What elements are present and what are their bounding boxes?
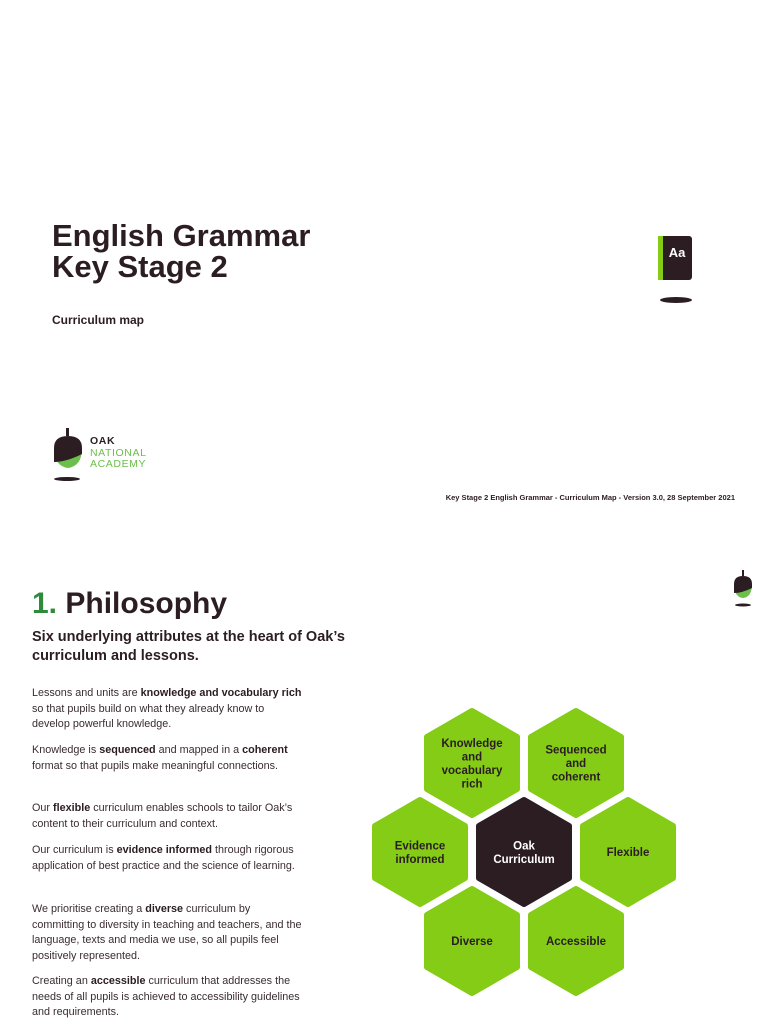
hexagon-label: Oak [513,840,535,853]
paragraph-text: Our [32,802,53,814]
paragraph-text: Knowledge is [32,744,100,756]
emphasis-text: knowledge and vocabulary rich [140,687,302,699]
section-title: Philosophy [65,587,228,620]
philosophy-paragraph [32,843,302,874]
logo-line-3: ACADEMY [90,458,147,470]
hexagon-center [479,800,569,904]
acorn-icon [732,570,754,608]
emphasis-text: sequenced [99,744,156,756]
philosophy-paragraph [32,974,302,1021]
title-line-2: Key Stage 2 [52,249,228,284]
paragraph-text: Creating an [32,975,91,987]
hexagon-label: Curriculum [493,853,555,866]
emphasis-text: flexible [53,802,91,814]
hexagon-label: Accessible [545,936,607,948]
logo-line-2: NATIONAL [90,446,147,459]
paragraph-text: curriculum by committing to diversity in teaching and teachers, and the language, texts and media we use, so all pupils feel positively represented. [32,903,302,962]
philosophy-paragraph [32,743,302,774]
hexagon-sequenced [531,711,621,815]
acorn-icon [52,428,84,484]
hexagon-label: informed [395,853,445,866]
hexagon-label: Knowledge [441,737,503,750]
title-line-1: English Grammar [52,218,311,253]
hexagon-label: coherent [551,771,601,784]
hexagon-label: Diverse [451,936,493,948]
paragraph-text: curriculum that addresses the needs of all pupils is achieved to accessibility guidelines and requirements. [32,975,300,1019]
logo-wordmark [90,436,147,471]
attributes-hexagon-diagram [360,700,690,1000]
philosophy-paragraph [32,902,302,964]
hexagon-label: and [461,751,483,764]
emphasis-text: evidence informed [116,844,212,856]
hexagon-label: and [565,758,587,770]
emphasis-text: accessible [90,975,146,987]
emphasis-text: diverse [145,903,184,915]
oak-logo [52,428,162,484]
section-number: 1. [32,587,58,620]
book-icon-label: Aa [668,245,686,260]
paragraph-text: so that pupils build on what they already know to develop powerful knowledge. [32,702,265,731]
hexagon-label: Flexible [606,847,650,859]
paragraph-text: Our curriculum is [32,844,117,856]
book-icon [657,236,693,306]
paragraph-text: and mapped in a [155,744,243,756]
paragraph-text: curriculum enables schools to tailor Oak’s content to their curriculum and context. [32,802,293,830]
hexagon-label: vocabulary [441,764,503,777]
paragraph-text: through rigorous application of best practice and the science of learning. [32,844,295,872]
hexagon-diverse [427,889,517,993]
hexagon-knowledge [427,711,517,815]
section-heading [32,584,227,624]
subtitle: Curriculum map [52,313,145,327]
hexagon-label: Sequenced [545,744,607,757]
philosophy-paragraph [32,801,302,832]
hexagon-label: Evidence [394,840,446,853]
emphasis-text: coherent [242,744,288,756]
hexagon-evidence [375,800,465,904]
paragraph-text: format so that pupils make meaningful connections. [32,759,279,772]
page-title [52,220,310,282]
section-lead: Six underlying attributes at the heart of Oak’s curriculum and lessons. [32,629,345,664]
document-footer: Key Stage 2 English Grammar - Curriculum Map - Version 3.0, 28 September 2021 [445,493,735,502]
logo-line-1: OAK [90,435,116,447]
philosophy-paragraph [32,686,302,733]
paragraph-text: We prioritise creating a [32,903,146,915]
hexagon-flexible [583,800,673,904]
paragraph-text: Lessons and units are [32,687,141,699]
hexagon-label: rich [461,778,483,791]
hexagon-accessible [531,889,621,993]
